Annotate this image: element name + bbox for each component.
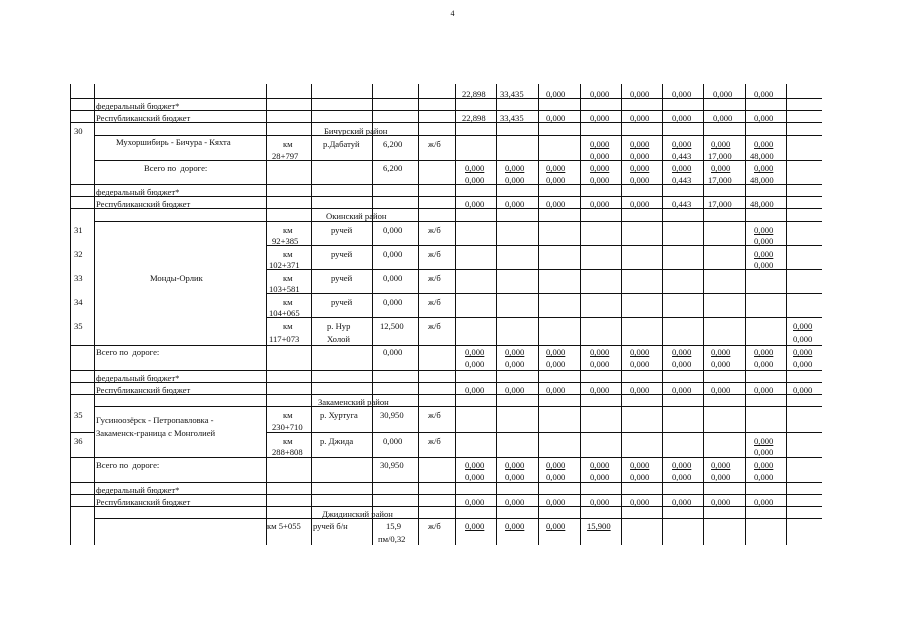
- table-cell: 0,000: [546, 472, 566, 482]
- grid-column-line: [580, 84, 581, 545]
- table-cell: 0,000: [590, 89, 610, 99]
- table-cell: 0,000: [546, 89, 566, 99]
- table-cell: 0,000: [630, 385, 650, 395]
- table-cell: 0,000: [465, 359, 485, 369]
- table-cell: 0,000: [590, 359, 610, 369]
- grid-row-line: [70, 432, 94, 433]
- table-cell: 0,000: [672, 460, 692, 470]
- table-cell: ж/б: [428, 521, 441, 531]
- table-cell: р. Нур: [327, 321, 351, 331]
- table-cell: 30,950: [380, 460, 404, 470]
- table-cell: Республиканский бюджет: [96, 199, 191, 209]
- grid-row-line: [266, 245, 822, 246]
- table-cell: 0,000: [505, 175, 525, 185]
- table-cell: 17,000: [708, 175, 732, 185]
- table-cell: 0,000: [672, 359, 692, 369]
- table-cell: 0,000: [383, 249, 403, 259]
- table-cell: 103+581: [269, 284, 300, 294]
- table-cell: 0,000: [546, 347, 566, 357]
- table-cell: Всего по дороге:: [96, 460, 160, 470]
- table-cell: 0,000: [546, 497, 566, 507]
- table-cell: 17,000: [708, 199, 732, 209]
- table-cell: 0,000: [713, 113, 733, 123]
- table-cell: 0,000: [546, 175, 566, 185]
- table-cell: Холой: [327, 334, 351, 344]
- table-cell: 0,000: [505, 359, 525, 369]
- table-cell: 0,000: [630, 460, 650, 470]
- table-cell: ручей: [331, 273, 353, 283]
- table-cell: ручей б/н: [313, 521, 348, 531]
- table-cell: 22,898: [462, 113, 486, 123]
- grid-column-line: [786, 84, 787, 545]
- table-cell: 0,000: [505, 521, 525, 531]
- table-cell: 0,000: [754, 359, 774, 369]
- table-cell: 0,000: [465, 460, 485, 470]
- table-cell: 48,000: [750, 175, 774, 185]
- table-cell: 0,000: [711, 359, 731, 369]
- table-cell: 0,000: [754, 436, 774, 446]
- table-cell: Гусиноозёрск - Петропавловка -: [96, 415, 214, 425]
- table-cell: 0,000: [672, 163, 692, 173]
- table-cell: 15,9: [386, 521, 402, 531]
- table-cell: 36: [74, 436, 83, 446]
- table-cell: 0,000: [383, 273, 403, 283]
- table-cell: 0,000: [546, 113, 566, 123]
- table-cell: Республиканский бюджет: [96, 497, 191, 507]
- table-cell: 28+797: [272, 151, 299, 161]
- table-cell: 48,000: [750, 151, 774, 161]
- table-cell: 0,000: [590, 175, 610, 185]
- table-cell: 0,000: [465, 347, 485, 357]
- table-cell: федеральный бюджет*: [96, 373, 180, 383]
- table-cell: 0,000: [590, 163, 610, 173]
- table-cell: 0,000: [672, 472, 692, 482]
- table-cell: 0,000: [713, 89, 733, 99]
- page-number: 4: [450, 9, 455, 18]
- table-cell: 0,000: [793, 347, 813, 357]
- table-cell: 6,200: [383, 163, 403, 173]
- table-cell: 0,000: [754, 163, 774, 173]
- table-cell: 0,000: [465, 497, 485, 507]
- table-cell: 0,000: [505, 497, 525, 507]
- table-cell: 0,000: [383, 297, 403, 307]
- table-cell: Закаменский район: [318, 397, 389, 407]
- table-cell: 0,000: [711, 385, 731, 395]
- table-cell: федеральный бюджет*: [96, 485, 180, 495]
- table-cell: 0,000: [793, 334, 813, 344]
- table-cell: 0,000: [590, 460, 610, 470]
- table-cell: 17,000: [708, 151, 732, 161]
- table-cell: 0,443: [672, 199, 692, 209]
- grid-row-line: [70, 98, 822, 99]
- table-cell: км: [283, 249, 293, 259]
- table-cell: 0,000: [383, 347, 403, 357]
- table-cell: 32: [74, 249, 83, 259]
- grid-column-line: [538, 84, 539, 545]
- grid-column-line: [662, 84, 663, 545]
- table-cell: км: [283, 297, 293, 307]
- table-cell: 0,000: [672, 113, 692, 123]
- table-cell: 0,000: [754, 460, 774, 470]
- table-cell: 0,000: [383, 436, 403, 446]
- table-cell: ж/б: [428, 249, 441, 259]
- table-cell: пм/0,32: [378, 534, 406, 544]
- grid-row-line: [94, 406, 822, 407]
- table-cell: 34: [74, 297, 83, 307]
- table-cell: 230+710: [272, 422, 303, 432]
- table-cell: 0,000: [711, 163, 731, 173]
- table-cell: 0,000: [711, 460, 731, 470]
- table-cell: 0,000: [590, 113, 610, 123]
- table-cell: км: [283, 225, 293, 235]
- table-cell: 0,000: [754, 225, 774, 235]
- grid-row-line: [70, 457, 822, 458]
- table-cell: Республиканский бюджет: [96, 113, 191, 123]
- table-cell: 0,000: [754, 236, 774, 246]
- table-cell: 288+808: [272, 447, 303, 457]
- table-cell: ж/б: [428, 273, 441, 283]
- grid-column-line: [455, 84, 456, 545]
- table-cell: 104+065: [269, 308, 300, 318]
- table-cell: 0,000: [546, 385, 566, 395]
- table-cell: 0,000: [630, 89, 650, 99]
- table-cell: 0,000: [672, 497, 692, 507]
- table-cell: 0,000: [754, 260, 774, 270]
- table-cell: 0,000: [465, 521, 485, 531]
- table-cell: 0,000: [630, 472, 650, 482]
- table-cell: Джидинский район: [322, 509, 393, 519]
- grid-row-line: [94, 221, 822, 222]
- table-cell: 0,000: [754, 497, 774, 507]
- table-cell: 30: [74, 126, 83, 136]
- table-cell: 0,000: [793, 385, 813, 395]
- table-cell: Бичурский район: [324, 126, 388, 136]
- table-cell: 33,435: [500, 113, 524, 123]
- table-cell: ручей: [331, 225, 353, 235]
- table-cell: Монды-Орлик: [150, 273, 203, 283]
- table-cell: 0,000: [505, 347, 525, 357]
- grid-row-line: [266, 432, 822, 433]
- table-cell: 0,000: [793, 321, 813, 331]
- table-cell: ж/б: [428, 139, 441, 149]
- table-cell: 0,000: [630, 497, 650, 507]
- table-cell: 0,000: [505, 460, 525, 470]
- grid-row-line: [70, 345, 822, 346]
- table-cell: км: [283, 139, 293, 149]
- grid-row-line: [266, 293, 822, 294]
- table-cell: км: [283, 410, 293, 420]
- grid-row-line: [70, 494, 822, 495]
- table-cell: 0,000: [590, 139, 610, 149]
- grid-column-line: [496, 84, 497, 545]
- table-cell: федеральный бюджет*: [96, 187, 180, 197]
- table-cell: 0,000: [672, 385, 692, 395]
- grid-row-line: [70, 482, 822, 483]
- table-cell: Окинский район: [326, 211, 387, 221]
- table-cell: 0,000: [590, 199, 610, 209]
- table-cell: 0,000: [590, 497, 610, 507]
- table-cell: 0,000: [630, 139, 650, 149]
- table-cell: 0,000: [505, 199, 525, 209]
- table-cell: 0,000: [505, 472, 525, 482]
- grid-column-line: [372, 84, 373, 545]
- table-cell: 0,000: [590, 472, 610, 482]
- table-cell: 0,000: [672, 89, 692, 99]
- table-cell: 0,443: [672, 151, 692, 161]
- table-cell: 0,000: [754, 385, 774, 395]
- table-cell: км: [283, 436, 293, 446]
- grid-column-line: [745, 84, 746, 545]
- table-cell: ж/б: [428, 297, 441, 307]
- table-cell: 0,443: [672, 175, 692, 185]
- table-cell: 22,898: [462, 89, 486, 99]
- table-cell: 6,200: [383, 139, 403, 149]
- grid-row-line: [70, 110, 822, 111]
- table-cell: 117+073: [269, 334, 300, 344]
- table-cell: 0,000: [630, 151, 650, 161]
- table-cell: 0,000: [590, 151, 610, 161]
- table-cell: Всего по дороге:: [144, 163, 208, 173]
- table-cell: 0,000: [672, 139, 692, 149]
- table-cell: ж/б: [428, 321, 441, 331]
- table-cell: 15,900: [587, 521, 611, 531]
- table-cell: ж/б: [428, 225, 441, 235]
- table-cell: 0,000: [711, 347, 731, 357]
- table-cell: км: [283, 321, 293, 331]
- table-cell: 0,000: [546, 199, 566, 209]
- table-cell: 0,000: [754, 113, 774, 123]
- table-cell: 0,000: [711, 472, 731, 482]
- table-cell: 0,000: [546, 460, 566, 470]
- grid-column-line: [703, 84, 704, 545]
- table-cell: 31: [74, 225, 83, 235]
- table-cell: федеральный бюджет*: [96, 101, 180, 111]
- grid-row-line: [70, 370, 822, 371]
- table-cell: 0,000: [754, 447, 774, 457]
- table-cell: 33,435: [500, 89, 524, 99]
- table-cell: 0,000: [505, 385, 525, 395]
- table-cell: 0,000: [630, 199, 650, 209]
- table-cell: 0,000: [754, 472, 774, 482]
- table-cell: 92+385: [272, 236, 299, 246]
- table-cell: 0,000: [630, 347, 650, 357]
- grid-column-line: [94, 84, 95, 545]
- table-cell: 0,000: [754, 347, 774, 357]
- table-cell: 0,000: [630, 359, 650, 369]
- table-cell: 0,000: [754, 89, 774, 99]
- table-cell: 0,000: [630, 113, 650, 123]
- table-cell: 33: [74, 273, 83, 283]
- table-cell: 0,000: [546, 163, 566, 173]
- table-cell: 0,000: [754, 139, 774, 149]
- table-cell: 0,000: [590, 347, 610, 357]
- table-cell: км: [283, 273, 293, 283]
- table-cell: 0,000: [505, 163, 525, 173]
- table-cell: р. Джида: [320, 436, 354, 446]
- table-cell: 0,000: [546, 359, 566, 369]
- table-cell: 35: [74, 410, 83, 420]
- table-cell: 0,000: [672, 347, 692, 357]
- table-cell: 0,000: [630, 163, 650, 173]
- table-cell: 0,000: [465, 199, 485, 209]
- table-cell: 0,000: [465, 163, 485, 173]
- grid-column-line: [70, 84, 71, 545]
- grid-row-line: [70, 196, 822, 197]
- table-cell: 12,500: [380, 321, 404, 331]
- table-cell: 0,000: [383, 225, 403, 235]
- table-cell: Всего по дороге:: [96, 347, 160, 357]
- table-cell: 0,000: [465, 175, 485, 185]
- table-cell: 0,000: [590, 385, 610, 395]
- table-cell: 0,000: [711, 497, 731, 507]
- grid-column-line: [621, 84, 622, 545]
- grid-column-line: [311, 84, 312, 545]
- table-cell: Закаменск-граница с Монголией: [96, 428, 216, 438]
- table-cell: 35: [74, 321, 83, 331]
- grid-column-line: [266, 84, 267, 545]
- table-cell: ж/б: [428, 436, 441, 446]
- table-cell: ручей: [331, 249, 353, 259]
- grid-row-line: [266, 317, 822, 318]
- table-cell: 0,000: [546, 521, 566, 531]
- table-cell: 0,000: [793, 359, 813, 369]
- grid-row-line: [70, 382, 822, 383]
- table-cell: 0,000: [630, 175, 650, 185]
- table-cell: ручей: [331, 297, 353, 307]
- table-cell: км 5+055: [267, 521, 301, 531]
- grid-row-line: [94, 518, 822, 519]
- grid-column-line: [418, 84, 419, 545]
- table-cell: Мухоршибирь - Бичура - Кяхта: [116, 137, 231, 147]
- table-cell: 0,000: [465, 472, 485, 482]
- table-cell: 102+371: [269, 260, 300, 270]
- table-cell: р. Хуртуга: [320, 410, 358, 420]
- table-cell: Республиканский бюджет: [96, 385, 191, 395]
- table-cell: 0,000: [465, 385, 485, 395]
- table-cell: 30,950: [380, 410, 404, 420]
- table-cell: 0,000: [711, 139, 731, 149]
- table-cell: 48,000: [750, 199, 774, 209]
- table-cell: р.Дабатуй: [323, 139, 360, 149]
- table-cell: ж/б: [428, 410, 441, 420]
- grid-row-line: [266, 269, 822, 270]
- table-cell: 0,000: [754, 249, 774, 259]
